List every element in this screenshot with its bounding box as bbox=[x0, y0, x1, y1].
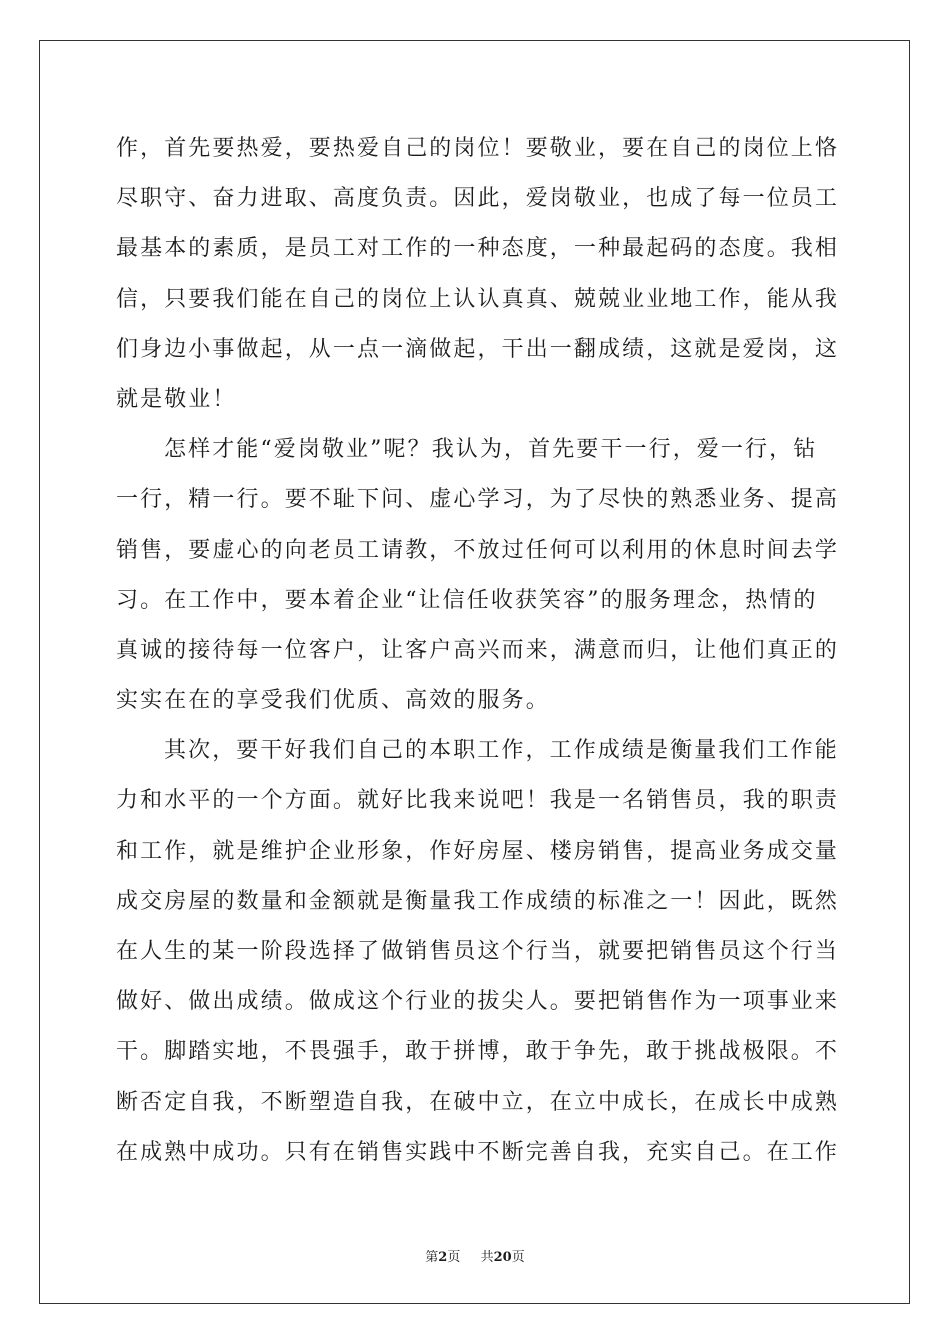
page-suffix: 页 bbox=[447, 1250, 461, 1265]
text-line: 一行，精一行。要不耻下问、虚心学习，为了尽快的熟悉业务、提高 bbox=[116, 487, 840, 513]
text-line: 和工作，就是维护企业形象，作好房屋、楼房销售，提高业务成交量 bbox=[116, 838, 840, 864]
text-line: 习。在工作中，要本着企业“让信任收获笑容”的服务理念，热情的 bbox=[116, 587, 818, 613]
text-line: 成交房屋的数量和金额就是衡量我工作成绩的标准之一！因此，既然 bbox=[116, 888, 840, 914]
total-pages-number: 20 bbox=[493, 1250, 512, 1265]
text-line: 就是敬业！ bbox=[116, 386, 237, 412]
text-line: 最基本的素质，是员工对工作的一种态度，一种最起码的态度。我相 bbox=[116, 236, 840, 262]
text-line: 们身边小事做起，从一点一滴做起，干出一翻成绩，这就是爱岗，这 bbox=[116, 336, 840, 362]
total-prefix: 共 bbox=[480, 1250, 494, 1265]
paragraph-first-line: 怎样才能“爱岗敬业”呢？我认为，首先要干一行，爱一行，钻 bbox=[164, 437, 818, 463]
text-line: 尽职守、奋力进取、高度负责。因此，爱岗敬业，也成了每一位员工 bbox=[116, 186, 840, 212]
page-prefix: 第 bbox=[425, 1250, 439, 1265]
text-line: 断否定自我，不断塑造自我，在破中立，在立中成长，在成长中成熟 bbox=[116, 1089, 840, 1115]
text-line: 实实在在的享受我们优质、高效的服务。 bbox=[116, 688, 550, 714]
text-line: 作，首先要热爱，要热爱自己的岗位！要敬业，要在自己的岗位上恪 bbox=[116, 136, 840, 161]
total-pages-indicator bbox=[481, 1250, 525, 1265]
text-line: 销售，要虚心的向老员工请教，不放过任何可以利用的休息时间去学 bbox=[116, 537, 840, 563]
total-suffix: 页 bbox=[511, 1250, 525, 1265]
text-line: 真诚的接待每一位客户，让客户高兴而来，满意而归，让他们真正的 bbox=[116, 637, 840, 663]
document-body bbox=[116, 124, 840, 1178]
text-line: 力和水平的一个方面。就好比我来说吧！我是一名销售员，我的职责 bbox=[116, 788, 840, 814]
text-line: 信，只要我们能在自己的岗位上认认真真、兢兢业业地工作，能从我 bbox=[116, 286, 840, 312]
text-line: 在成熟中成功。只有在销售实践中不断完善自我，充实自己。在工作 bbox=[116, 1139, 840, 1165]
page-indicator bbox=[425, 1250, 464, 1265]
text-line: 干。脚踏实地，不畏强手，敢于拼博，敢于争先，敢于挑战极限。不 bbox=[116, 1039, 840, 1065]
text-line: 做好、做出成绩。做成这个行业的拔尖人。要把销售作为一项事业来 bbox=[116, 989, 840, 1015]
text-line: 在人生的某一阶段选择了做销售员这个行当，就要把销售员这个行当 bbox=[116, 939, 840, 964]
paragraph-first-line: 其次，要干好我们自己的本职工作，工作成绩是衡量我们工作能 bbox=[164, 738, 839, 764]
page-footer bbox=[0, 1246, 950, 1265]
page-number: 2 bbox=[438, 1250, 448, 1265]
